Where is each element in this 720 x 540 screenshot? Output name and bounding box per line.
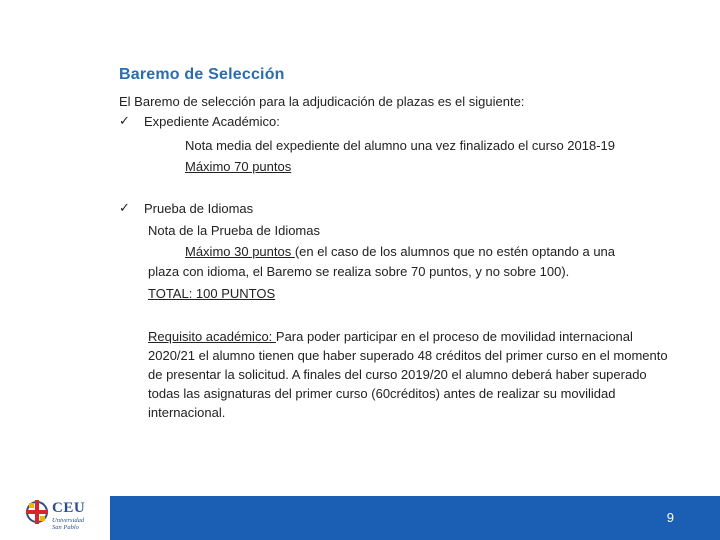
total-points: TOTAL: 100 PUNTOS — [148, 286, 276, 301]
languages-note-1: (en el caso de los alumnos que no estén optando a una — [294, 244, 616, 259]
academic-max: Máximo 70 puntos — [185, 159, 292, 174]
academic-description: Nota media del expediente del alumno una vez finalizado el curso 2018-19 — [185, 138, 616, 153]
check-icon: ✓ — [119, 201, 130, 216]
languages-heading: Prueba de Idiomas — [144, 201, 254, 216]
intro-text: El Baremo de selección para la adjudicación de plazas es el siguiente: — [119, 94, 525, 109]
logo-subtitle-1: Universidad — [52, 517, 85, 524]
requirement-paragraph — [148, 327, 668, 422]
slide-title: Baremo de Selección — [119, 66, 285, 83]
footer-bar — [110, 496, 720, 540]
languages-description: Nota de la Prueba de Idiomas — [148, 223, 320, 238]
logo-subtitle-2: San Pablo — [52, 524, 79, 531]
languages-note-2: plaza con idioma, el Baremo se realiza sobre 70 puntos, y no sobre 100). — [148, 264, 570, 279]
academic-heading: Expediente Académico: — [144, 114, 280, 129]
languages-max-line — [185, 243, 615, 261]
logo-name: CEU — [52, 500, 86, 516]
page-number: 9 — [666, 510, 674, 525]
requirement-text: Para poder participar en el proceso de movilidad internacional 2020/21 el alumno tienen que haber superado 48 créditos del primer curso en el momento de presentar la solicitud. A finales del curso 2019/20 el alumno deberá haber superado todas las asignaturas del primer curso (60créditos) antes de realizar su movilidad internacional. — [148, 329, 668, 420]
requirement-label: Requisito académico: — [148, 329, 276, 344]
check-icon: ✓ — [119, 114, 130, 129]
languages-max: Máximo 30 puntos — [185, 244, 295, 259]
